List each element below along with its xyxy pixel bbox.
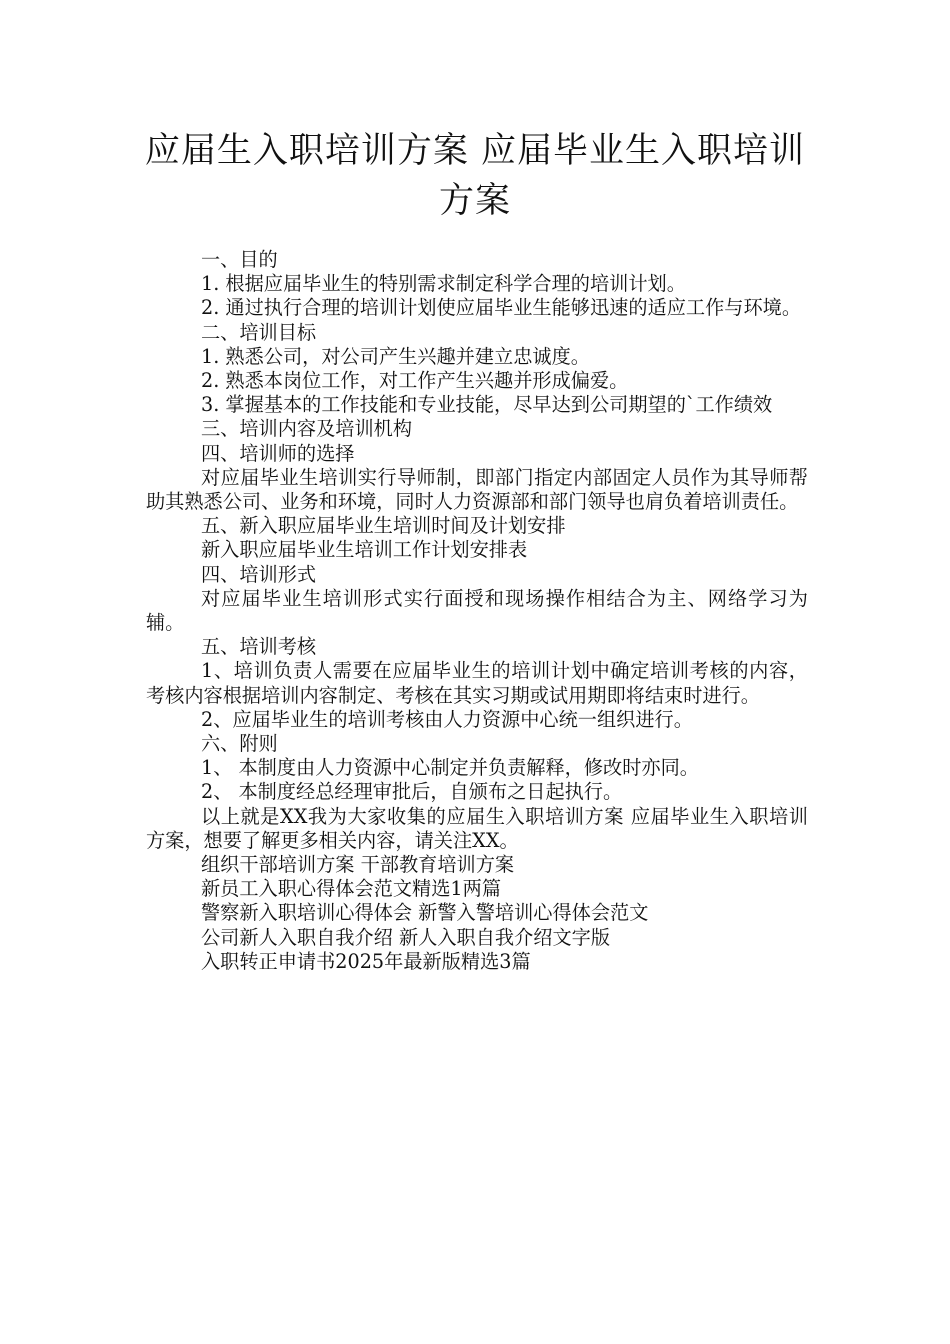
related-link[interactable]: 新员工入职心得体会范文精选1两篇 [201, 877, 502, 901]
related-link[interactable]: 警察新入职培训心得体会 新警入警培训心得体会范文 [201, 901, 649, 925]
body-paragraph: 对应届毕业生培训形式实行面授和现场操作相结合为主、网络学习为辅。 [146, 586, 808, 635]
section-heading: 五、新入职应届毕业生培训时间及计划安排 [201, 514, 566, 538]
document-body [146, 248, 808, 974]
list-item: 1、培训负责人需要在应届毕业生的培训计划中确定培训考核的内容，考核内容根据培训内容制定、考核在其实习期或试用期即将结束时进行。 [146, 659, 808, 707]
list-item: 2. 通过执行合理的培训计划使应届毕业生能够迅速的适应工作与环境。 [201, 296, 802, 320]
body-paragraph: 以上就是XX我为大家收集的应届生入职培训方案 应届毕业生入职培训方案，想要了解更多相关内容，请关注XX。 [146, 804, 808, 852]
section-heading: 一、目的 [201, 248, 278, 271]
list-item: 3. 掌握基本的工作技能和专业技能，尽早达到公司期望的`工作绩效 [201, 393, 773, 417]
related-link[interactable]: 公司新人入职自我介绍 新人入职自我介绍文字版 [201, 925, 611, 949]
list-item: 1. 根据应届毕业生的特别需求制定科学合理的培训计划。 [201, 272, 686, 296]
related-link[interactable]: 入职转正申请书2025年最新版精选3篇 [201, 949, 531, 973]
body-paragraph: 新入职应届毕业生培训工作计划安排表 [201, 538, 528, 562]
section-heading: 四、培训形式 [201, 562, 317, 586]
section-heading: 二、培训目标 [201, 320, 317, 344]
body-paragraph: 对应届毕业生培训实行导师制，即部门指定内部固定人员作为其导师帮助其熟悉公司、业务和环境，同时人力资源部和部门领导也肩负着培训责任。 [146, 465, 808, 514]
list-item: 2. 熟悉本岗位工作，对工作产生兴趣并形成偏爱。 [201, 369, 629, 393]
section-heading: 五、培训考核 [201, 635, 317, 659]
list-item: 2、 本制度经总经理审批后，自颁布之日起执行。 [201, 780, 623, 804]
list-item: 1、 本制度由人力资源中心制定并负责解释，修改时亦同。 [201, 756, 699, 780]
section-heading: 三、培训内容及培训机构 [201, 417, 413, 441]
list-item: 1. 熟悉公司，对公司产生兴趣并建立忠诚度。 [201, 344, 590, 368]
document-title: 应届生入职培训方案 应届毕业生入职培训方案 [144, 131, 806, 221]
related-link[interactable]: 组织干部培训方案 干部教育培训方案 [201, 853, 515, 877]
list-item: 2、应届毕业生的培训考核由人力资源中心统一组织进行。 [201, 707, 693, 731]
section-heading: 六、附则 [201, 732, 278, 756]
section-heading: 四、培训师的选择 [201, 441, 355, 465]
